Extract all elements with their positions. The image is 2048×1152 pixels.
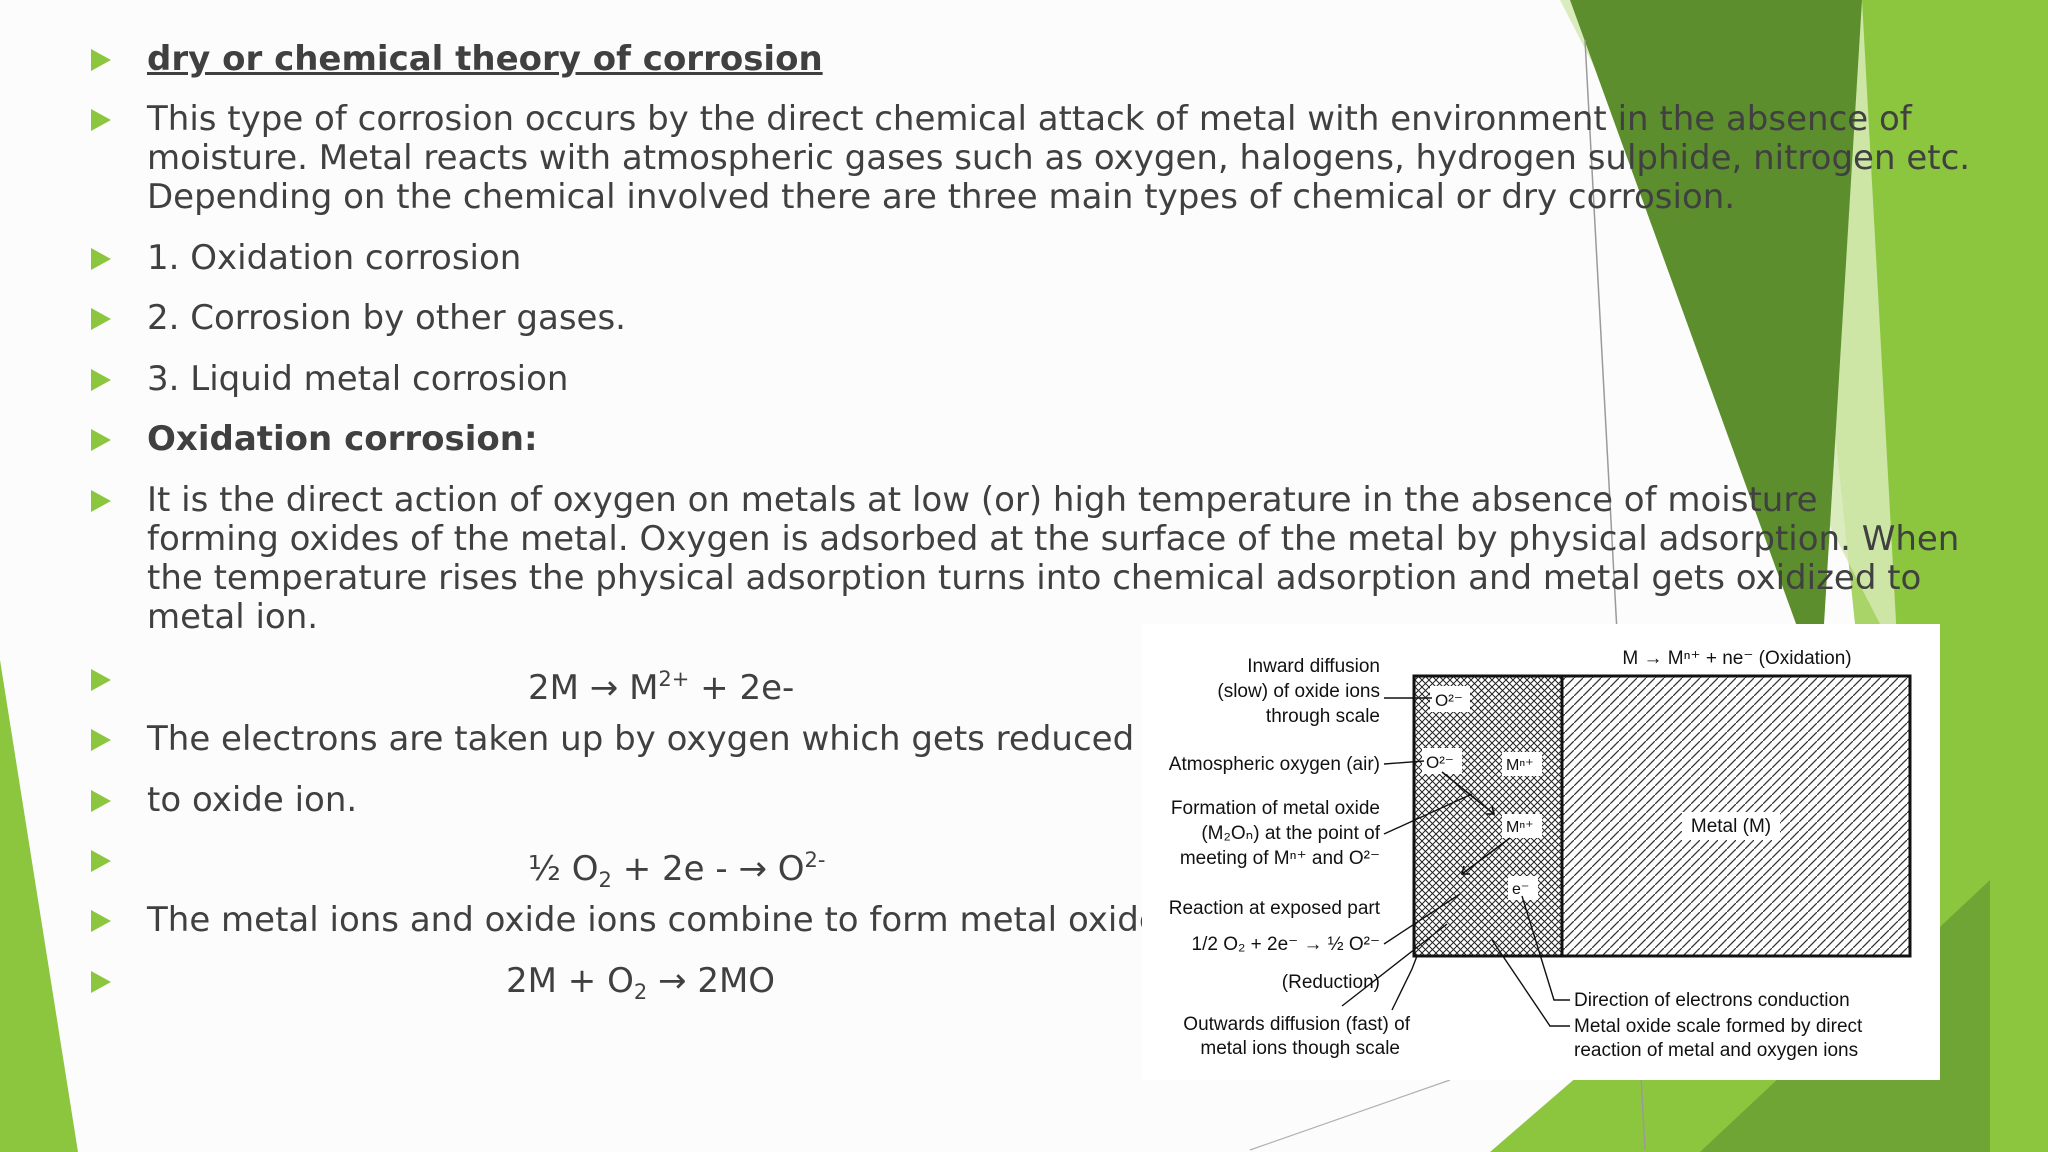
electrons-line-1: The electrons are taken up by oxygen which gets reduced	[147, 719, 1135, 759]
label-reaction: Reaction at exposed part	[1168, 898, 1380, 919]
oxidation-corrosion-diagram	[1142, 624, 1940, 1080]
label-formation-1: Formation of metal oxide	[1170, 798, 1380, 819]
bullet-icon	[91, 49, 111, 71]
equation-metal-oxide: $2M + O_2 \to 2MO$	[506, 961, 776, 1004]
bullet-icon	[91, 669, 111, 691]
label-outward-1: Outwards diffusion (fast) of	[1183, 1014, 1410, 1035]
bullet-icon	[91, 308, 111, 330]
species-electron: e⁻	[1512, 881, 1530, 898]
label-direction: Direction of electrons conduction	[1574, 990, 1850, 1011]
intro-line-3: Depending on the chemical involved there are three main types of chemical or dry corrosion.	[147, 177, 1736, 217]
bullet-icon	[91, 490, 111, 512]
equation-oxidation: $2M \to M^{2+} + 2e-$	[528, 667, 795, 708]
label-formation-3: meeting of Mⁿ⁺ and O²⁻	[1179, 848, 1380, 869]
label-scale-1: Metal oxide scale formed by direct	[1574, 1016, 1863, 1037]
oxidation-line-4: metal ion.	[147, 597, 319, 637]
intro-line-2: moisture. Metal reacts with atmospheric gases such as oxygen, halogens, hydrogen sulphide, nitrogen etc.	[147, 138, 1971, 178]
label-inward-3: through scale	[1265, 706, 1380, 727]
oxidation-subheading: Oxidation corrosion:	[147, 419, 538, 459]
species-mn-top: Mⁿ⁺	[1506, 757, 1534, 774]
oxidation-line-3: the temperature rises the physical adsorption turns into chemical adsorption and metal gets oxidized to	[147, 558, 1922, 598]
species-o2-top: O²⁻	[1435, 691, 1463, 710]
label-atmospheric: Atmospheric oxygen (air)	[1168, 754, 1380, 775]
bullet-icon	[91, 109, 111, 131]
bullet-icon	[91, 729, 111, 751]
bullet-icon	[91, 369, 111, 391]
label-inward-2: (slow) of oxide ions	[1217, 681, 1380, 702]
oxidation-line-1: It is the direct action of oxygen on metals at low (or) high temperature in the absence of moisture	[147, 480, 1818, 520]
species-o2-mid: O²⁻	[1426, 753, 1454, 772]
type-item-3: 3. Liquid metal corrosion	[147, 359, 569, 399]
bullet-icon	[91, 971, 111, 993]
label-formation-2: (M₂Oₙ) at the point of	[1201, 823, 1380, 844]
label-outward-2: metal ions though scale	[1200, 1038, 1400, 1059]
combine-line: The metal ions and oxide ions combine to form metal oxide.	[147, 900, 1171, 940]
bullet-icon	[91, 850, 111, 872]
type-item-2: 2. Corrosion by other gases.	[147, 298, 626, 338]
equation-reduction: ½ $O_2 + 2e$ - → $O^{2-}$	[528, 848, 826, 892]
diagram-title: M → Mⁿ⁺ + ne⁻ (Oxidation)	[1622, 648, 1852, 669]
oxidation-line-2: forming oxides of the metal. Oxygen is adsorbed at the surface of the metal by physical adsorption. When	[147, 519, 1960, 559]
right-labels	[1574, 990, 1863, 1061]
label-scale-2: reaction of metal and oxygen ions	[1574, 1040, 1859, 1061]
type-item-1: 1. Oxidation corrosion	[147, 238, 522, 278]
metal-label: Metal (M)	[1690, 816, 1772, 837]
label-reduction-eq: 1/2 O₂ + 2e⁻ → ½ O²⁻	[1191, 934, 1380, 955]
intro-line-1: This type of corrosion occurs by the direct chemical attack of metal with environment in the absence of	[147, 99, 1912, 139]
bullet-icon	[91, 429, 111, 451]
bullet-icon	[91, 248, 111, 270]
slide-heading: dry or chemical theory of corrosion	[147, 39, 823, 79]
left-labels	[1169, 656, 1411, 1059]
electrons-line-2: to oxide ion.	[147, 780, 358, 820]
bullet-icon	[91, 910, 111, 932]
label-reduction: (Reduction)	[1281, 972, 1380, 993]
species-mn-mid: Mⁿ⁺	[1506, 819, 1534, 836]
bullet-icon	[91, 790, 111, 812]
label-inward-1: Inward diffusion	[1247, 656, 1380, 677]
